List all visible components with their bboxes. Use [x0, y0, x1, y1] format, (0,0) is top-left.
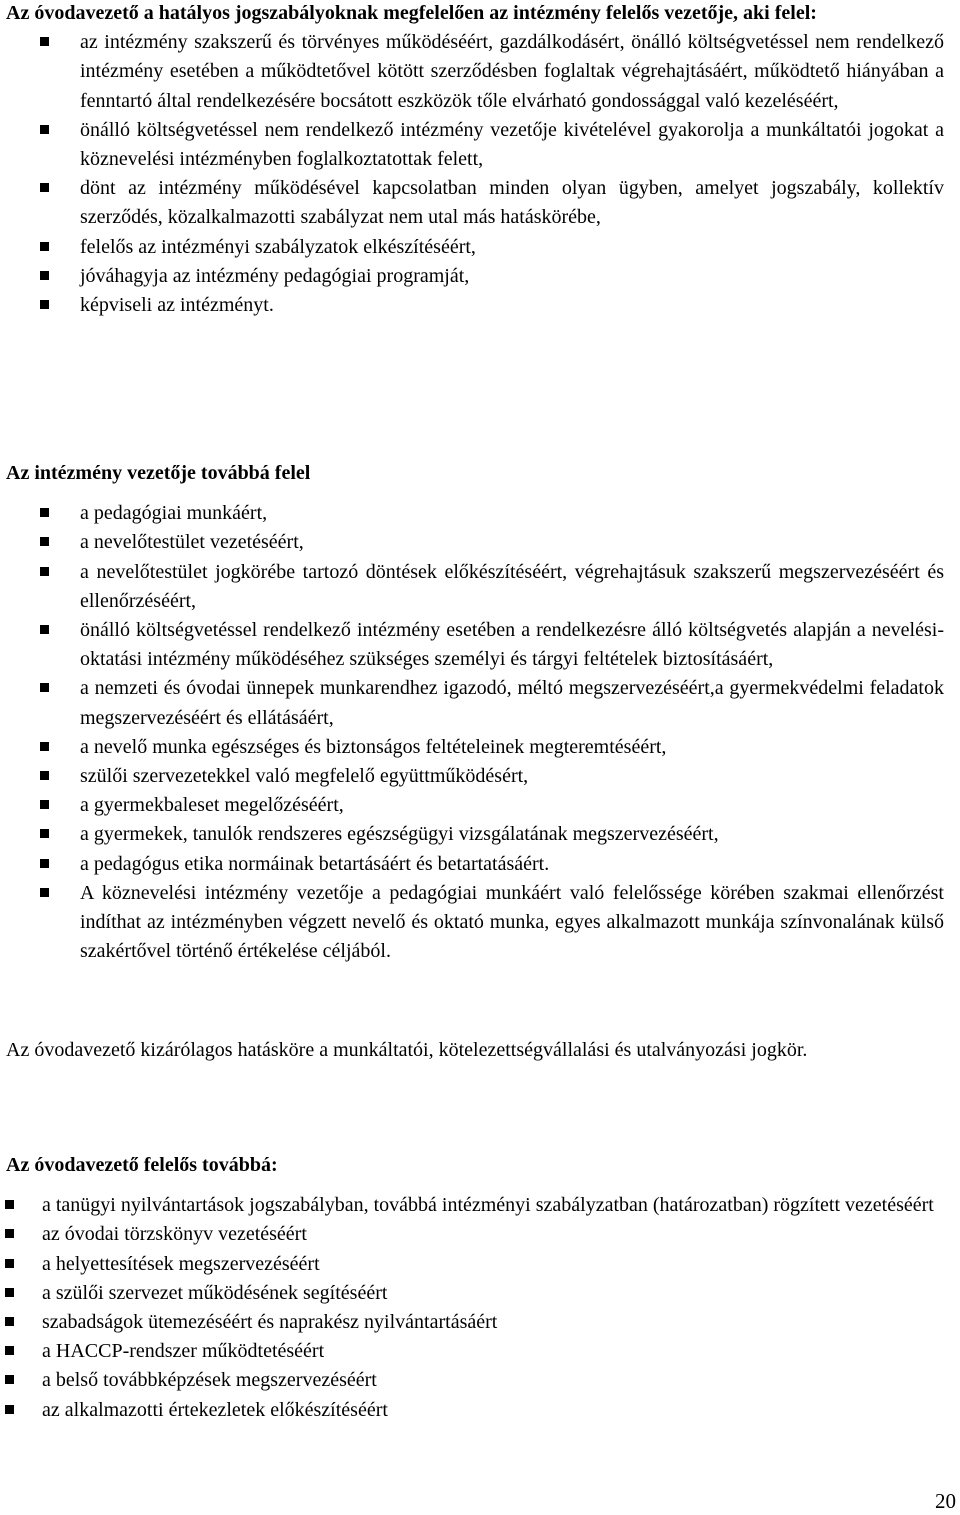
list-item: a gyermekek, tanulók rendszeres egészségügyi vizsgálatának megszervezéséért, — [0, 820, 944, 849]
list-item: a nevelőtestület vezetéséért, — [0, 528, 944, 557]
section-heading: Az intézmény vezetője továbbá felel — [6, 462, 311, 484]
list-item: a tanügyi nyilvántartások jogszabályban, továbbá intézményi szabályzatban (határozatban) rögzített vezetéséért — [0, 1191, 958, 1220]
list-item: jóváhagyja az intézmény pedagógiai programját, — [0, 262, 944, 291]
section-leader-further-duties — [0, 459, 956, 966]
list-item: az alkalmazotti értekezletek előkészítéséért — [0, 1396, 958, 1425]
list-item: önálló költségvetéssel nem rendelkező intézmény vezetője kivételével gyakorolja a munkáltatói jogokat a köznevelési intézményben foglalkoztatottak felett, — [0, 116, 944, 174]
list-item: a nemzeti és óvodai ünnepek munkarendhez igazodó, méltó megszervezéséért,a gyermekvédelmi feladatok megszervezéséért és ellátásáért, — [0, 674, 944, 732]
section-exclusive-authority — [0, 1036, 956, 1065]
paragraph: Az óvodavezető kizárólagos hatásköre a munkáltatói, kötelezettségvállalási és utalványozási jogkör. — [6, 1039, 808, 1061]
list-item: a szülői szervezet működésének segítéséért — [0, 1279, 958, 1308]
list-item: az óvodai törzskönyv vezetéséért — [0, 1220, 958, 1249]
list-item: a nevelő munka egészséges és biztonságos feltételeinek megteremtéséért, — [0, 733, 944, 762]
list-item: a HACCP-rendszer működtetéséért — [0, 1337, 958, 1366]
bullet-list — [0, 1191, 958, 1425]
page-number: 20 — [935, 1489, 956, 1513]
list-item: a pedagógiai munkáért, — [0, 499, 944, 528]
bullet-list — [0, 28, 956, 320]
section-heading: Az óvodavezető felelős továbbá: — [6, 1154, 278, 1176]
section-heading: Az óvodavezető a hatályos jogszabályoknak megfelelően az intézmény felelős vezetője, aki felel: — [6, 2, 817, 24]
list-item: az intézmény szakszerű és törvényes működéséért, gazdálkodásért, önálló költségvetéssel nem rendelkező intézmény esetében a működtetővel kötött szerződésben foglaltak végrehajtásáért, működtető hiányában a fenntartó által rendelkezésére bocsátott eszközök tőle elvárható gondossággal való kezeléséért, — [0, 28, 944, 116]
list-item: szülői szervezetekkel való megfelelő együttműködésért, — [0, 762, 944, 791]
list-item: a belső továbbképzések megszervezéséért — [0, 1366, 958, 1395]
section-further-responsibilities — [0, 1151, 958, 1425]
list-item: A köznevelési intézmény vezetője a pedagógiai munkáért való felelőssége körében szakmai ellenőrzést indíthat az intézményben végzett nevelő és oktató munka, egyes alkalmazott munkája színvonalának külső szakértővel történő értékelése céljából. — [0, 879, 944, 967]
list-item: felelős az intézményi szabályzatok elkészítéséért, — [0, 233, 944, 262]
list-item: a pedagógus etika normáinak betartásáért és betartatásáért. — [0, 850, 944, 879]
list-item: önálló költségvetéssel rendelkező intézmény esetében a rendelkezésre álló költségvetés alapján a nevelési-oktatási intézmény működéséhez szükséges személyi és tárgyi feltételek biztosításáért, — [0, 616, 944, 674]
list-item: dönt az intézmény működésével kapcsolatban minden olyan ügyben, amelyet jogszabály, kollektív szerződés, közalkalmazotti szabályzat nem utal más hatáskörébe, — [0, 174, 944, 232]
bullet-list — [0, 499, 956, 966]
list-item: szabadságok ütemezéséért és naprakész nyilvántartásáért — [0, 1308, 958, 1337]
section-leader-duties — [0, 0, 956, 320]
list-item: képviseli az intézményt. — [0, 291, 944, 320]
list-item: a nevelőtestület jogkörébe tartozó döntések előkészítéséért, végrehajtásuk szakszerű megszervezéséért és ellenőrzéséért, — [0, 558, 944, 616]
list-item: a helyettesítések megszervezéséért — [0, 1250, 958, 1279]
list-item: a gyermekbaleset megelőzéséért, — [0, 791, 944, 820]
